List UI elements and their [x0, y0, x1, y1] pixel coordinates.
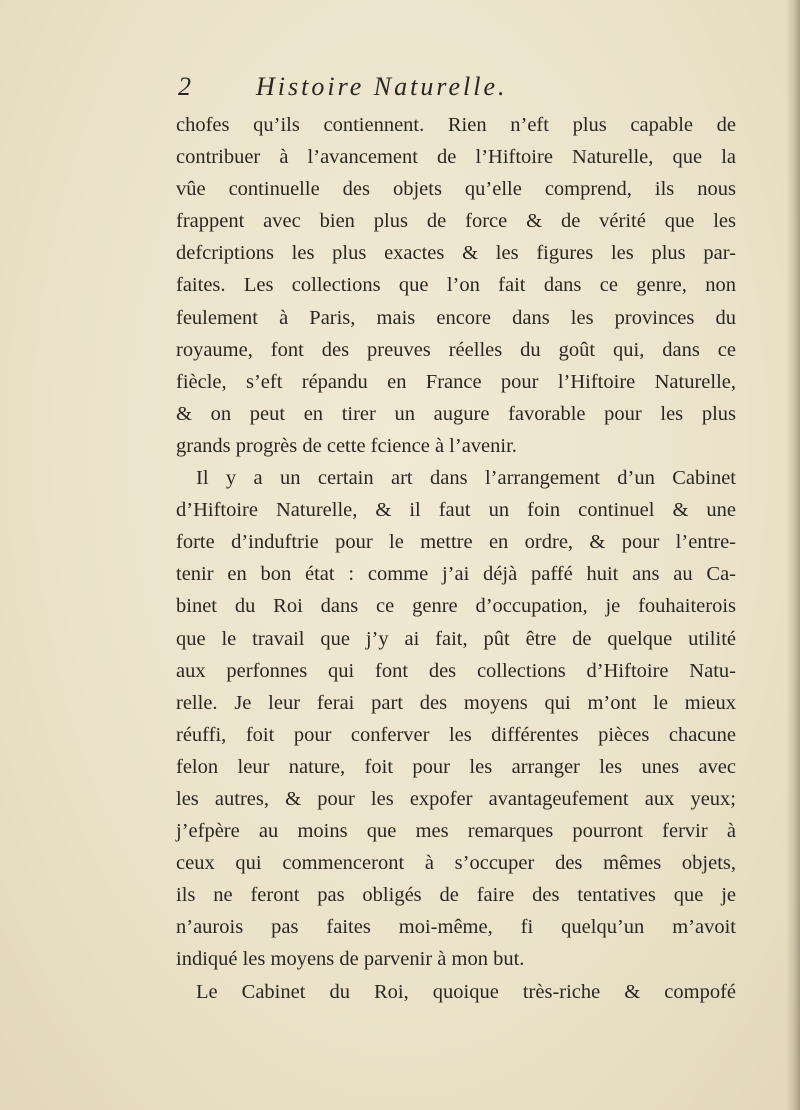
text-line: Le Cabinet du Roi, quoique très-riche & compofé: [196, 980, 736, 1003]
text-line: binet du Roi dans ce genre d’occupation, je fouhaiterois: [176, 595, 736, 618]
text-line: contribuer à l’avancement de l’Hiftoire Naturelle, que la: [176, 146, 736, 169]
text-line: & on peut en tirer un augure favorable pour les plus: [176, 402, 736, 425]
text-line: ils ne feront pas obligés de faire des tentatives que je: [176, 884, 736, 907]
text-line: frappent avec bien plus de force & de vérité que les: [176, 210, 736, 233]
text-line: feulement à Paris, mais encore dans les provinces du: [176, 306, 736, 329]
text-line: felon leur nature, foit pour les arranger les unes avec: [176, 755, 736, 778]
text-line: d’Hiftoire Naturelle, & il faut un foin continuel & une: [176, 499, 736, 522]
running-head: Histoire Naturelle.: [256, 72, 508, 101]
text-line: réuffi, foit pour conferver les différentes pièces chacune: [176, 723, 736, 746]
text-line: j’efpère au moins que mes remarques pourront fervir à: [176, 820, 736, 843]
text-line: chofes qu’ils contiennent. Rien n’eft plus capable de: [176, 114, 736, 136]
text-line: relle. Je leur ferai part des moyens qui m’ont le mieux: [176, 691, 736, 714]
text-line: defcriptions les plus exactes & les figures les plus par-: [176, 242, 736, 265]
text-line: Il y a un certain art dans l’arrangement d’un Cabinet: [196, 467, 736, 490]
text-line: faites. Les collections que l’on fait dans ce genre, non: [176, 274, 736, 297]
text-line: royaume, font des preuves réelles du goût qui, dans ce: [176, 338, 736, 361]
text-line: les autres, & pour les expofer avantageufement aux yeux;: [176, 787, 736, 810]
text-line: tenir en bon état : comme j’ai déjà paffé huit ans au Ca-: [176, 563, 736, 586]
text-line: vûe continuelle des objets qu’elle comprend, ils nous: [176, 178, 736, 201]
text-line: n’aurois pas faites moi-même, fi quelqu’un m’avoit: [176, 916, 736, 939]
page-edge-shadow: [786, 0, 800, 1110]
text-line: forte d’induftrie pour le mettre en ordre, & pour l’entre-: [176, 531, 736, 554]
text-line: que le travail que j’y ai fait, pût être de quelque utilité: [176, 627, 736, 650]
text-line: aux perfonnes qui font des collections d’Hiftoire Natu-: [176, 659, 736, 682]
text-line: indiqué les moyens de parvenir à mon but.: [176, 948, 525, 971]
page-header: [178, 72, 638, 108]
text-line: fiècle, s’eft répandu en France pour l’Hiftoire Naturelle,: [176, 370, 736, 393]
text-line: ceux qui commenceront à s’occuper des mêmes objets,: [176, 852, 736, 875]
text-line: grands progrès de cette fcience à l’avenir.: [176, 434, 517, 457]
body-text: [176, 109, 736, 1008]
page-number: 2: [178, 72, 191, 101]
